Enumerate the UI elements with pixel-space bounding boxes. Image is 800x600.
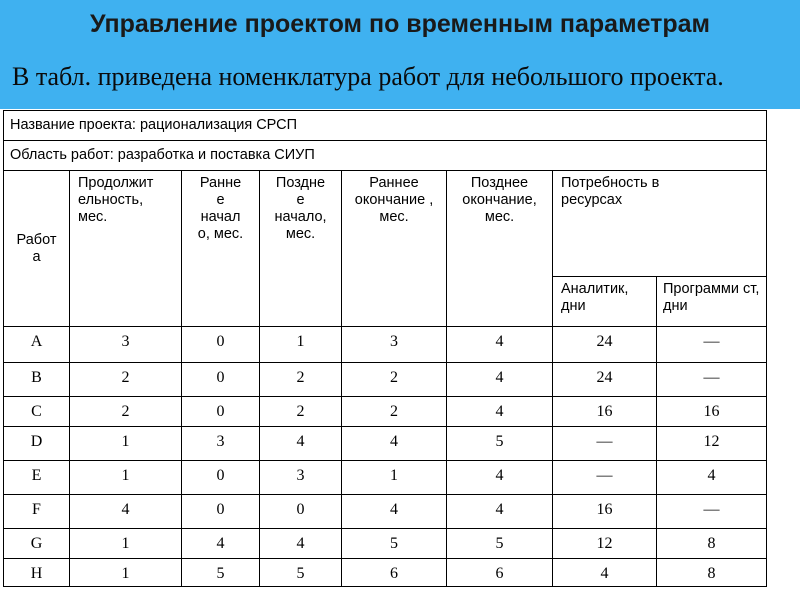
cell-duration [70, 327, 182, 363]
cell-early-finish [342, 397, 447, 427]
scope-cell [4, 141, 767, 171]
cell-early-finish [342, 495, 447, 529]
cell-early-finish [342, 327, 447, 363]
cell-early-start [182, 327, 260, 363]
header-late-start: Поздне е начало, мес. [274, 175, 327, 242]
cell-late-start [260, 495, 342, 529]
cell-programmer [657, 397, 767, 427]
early-start-value: 3 [216, 433, 225, 450]
header-late-finish: Позднее окончание, мес. [462, 175, 537, 225]
cell-late-finish [447, 495, 553, 529]
analyst-value: 12 [596, 535, 613, 552]
early-finish-value: 1 [390, 467, 398, 484]
header-duration: Продолжит ельность, мес. [78, 175, 154, 225]
cell-late-start [260, 327, 342, 363]
programmer-value: — [703, 369, 720, 386]
cell-analyst [553, 529, 657, 559]
cell-programmer [657, 559, 767, 587]
late-finish-value: 4 [495, 501, 504, 518]
cell-work [4, 427, 70, 461]
early-start-value: 0 [216, 333, 225, 350]
duration-value: 2 [121, 403, 130, 420]
early-finish-value: 2 [390, 369, 398, 386]
table-row [4, 529, 767, 559]
cell-early-start [182, 397, 260, 427]
cell-early-finish [342, 529, 447, 559]
cell-early-start [182, 461, 260, 495]
cell-analyst [553, 327, 657, 363]
table-row [4, 427, 767, 461]
cell-programmer [657, 327, 767, 363]
cell-analyst [553, 495, 657, 529]
work-value: A [30, 333, 43, 350]
work-value: F [32, 501, 41, 518]
cell-late-start [260, 461, 342, 495]
late-finish-value: 5 [495, 535, 504, 552]
header-early-start: Ранне е начал о, мес. [197, 175, 244, 242]
header-work-cell [4, 171, 70, 327]
analyst-value: — [596, 467, 613, 484]
early-finish-value: 2 [390, 403, 398, 420]
header-analyst: Аналитик, дни [561, 281, 629, 314]
cell-programmer [657, 363, 767, 397]
cell-late-finish [447, 363, 553, 397]
late-start-value: 2 [296, 369, 305, 386]
duration-value: 1 [121, 565, 130, 582]
work-value: E [31, 467, 42, 484]
cell-late-finish [447, 327, 553, 363]
cell-duration [70, 427, 182, 461]
late-start-value: 1 [296, 333, 305, 350]
cell-late-finish [447, 461, 553, 495]
early-finish-value: 4 [390, 433, 398, 450]
programmer-value: 8 [707, 565, 716, 582]
analyst-value: 16 [596, 501, 613, 518]
cell-early-start [182, 495, 260, 529]
duration-value: 2 [121, 369, 130, 386]
header-early-finish: Раннее окончание , мес. [354, 175, 434, 225]
early-start-value: 0 [216, 403, 225, 420]
cell-work [4, 327, 70, 363]
duration-value: 3 [121, 333, 130, 350]
cell-late-finish [447, 529, 553, 559]
programmer-value: 8 [707, 535, 716, 552]
early-start-value: 0 [216, 501, 225, 518]
cell-early-finish [342, 427, 447, 461]
cell-early-start [182, 529, 260, 559]
early-finish-value: 4 [390, 501, 398, 518]
late-start-value: 0 [296, 501, 305, 518]
table-row [4, 495, 767, 529]
late-start-value: 4 [296, 535, 305, 552]
cell-work [4, 495, 70, 529]
cell-programmer [657, 529, 767, 559]
programmer-value: 16 [703, 403, 720, 420]
work-value: G [30, 535, 43, 552]
table-row [4, 327, 767, 363]
header-work: Работ а [16, 231, 57, 265]
late-finish-value: 4 [495, 369, 504, 386]
cell-duration [70, 495, 182, 529]
work-value: D [30, 433, 43, 450]
header-duration-cell [70, 171, 182, 327]
project-name-cell [4, 111, 767, 141]
slide-subtitle: В табл. приведена номенклатура работ для небольшого проекта. [12, 62, 724, 91]
duration-value: 1 [121, 535, 130, 552]
cell-late-start [260, 363, 342, 397]
cell-duration [70, 397, 182, 427]
header-programmer-cell [657, 277, 767, 327]
cell-late-start [260, 427, 342, 461]
cell-duration [70, 461, 182, 495]
header-late-start-cell [260, 171, 342, 327]
duration-value: 1 [121, 433, 130, 450]
duration-value: 1 [121, 467, 130, 484]
cell-analyst [553, 363, 657, 397]
cell-analyst [553, 397, 657, 427]
analyst-value: 16 [596, 403, 613, 420]
late-start-value: 5 [296, 565, 305, 582]
cell-programmer [657, 495, 767, 529]
programmer-value: — [703, 501, 720, 518]
project-name: Название проекта: рационализация СРСП [10, 117, 298, 133]
slide-title: Управление проектом по временным параметрам [89, 10, 711, 38]
cell-early-start [182, 363, 260, 397]
cell-late-finish [447, 427, 553, 461]
header-resources: Потребность в ресурсах [561, 175, 660, 208]
table-row [4, 363, 767, 397]
analyst-value: 4 [600, 565, 609, 582]
cell-early-finish [342, 363, 447, 397]
header-resources-cell [553, 171, 767, 277]
header-early-start-cell [182, 171, 260, 327]
cell-late-finish [447, 397, 553, 427]
cell-early-start [182, 559, 260, 587]
cell-late-start [260, 559, 342, 587]
cell-work [4, 529, 70, 559]
cell-late-start [260, 529, 342, 559]
analyst-value: 24 [596, 369, 613, 386]
cell-work [4, 397, 70, 427]
programmer-value: — [703, 333, 720, 350]
analyst-value: — [596, 433, 613, 450]
cell-late-finish [447, 559, 553, 587]
early-finish-value: 5 [390, 535, 398, 552]
early-start-value: 4 [216, 535, 225, 552]
table-row [4, 397, 767, 427]
cell-duration [70, 529, 182, 559]
cell-duration [70, 363, 182, 397]
table-row [4, 461, 767, 495]
programmer-value: 4 [707, 467, 716, 484]
cell-programmer [657, 461, 767, 495]
cell-programmer [657, 427, 767, 461]
cell-analyst [553, 461, 657, 495]
work-value: B [31, 369, 42, 386]
cell-work [4, 461, 70, 495]
early-start-value: 5 [216, 565, 225, 582]
header-analyst-cell [553, 277, 657, 327]
cell-analyst [553, 427, 657, 461]
duration-value: 4 [121, 501, 130, 518]
late-finish-value: 4 [495, 403, 504, 420]
late-start-value: 3 [296, 467, 305, 484]
analyst-value: 24 [596, 333, 613, 350]
cell-duration [70, 559, 182, 587]
work-value: H [30, 565, 43, 582]
header-late-finish-cell [447, 171, 553, 327]
early-finish-value: 3 [390, 333, 398, 350]
cell-work [4, 559, 70, 587]
header-early-finish-cell [342, 171, 447, 327]
project-scope: Область работ: разработка и поставка СИУП [10, 147, 315, 163]
cell-analyst [553, 559, 657, 587]
late-start-value: 4 [296, 433, 305, 450]
cell-early-start [182, 427, 260, 461]
late-finish-value: 6 [495, 565, 504, 582]
cell-early-finish [342, 559, 447, 587]
early-start-value: 0 [216, 467, 225, 484]
table-row [4, 559, 767, 587]
cell-early-finish [342, 461, 447, 495]
programmer-value: 12 [703, 433, 720, 450]
early-start-value: 0 [216, 369, 225, 386]
early-finish-value: 6 [390, 565, 398, 582]
late-finish-value: 4 [495, 333, 504, 350]
header-programmer: Программи ст, дни [663, 281, 760, 314]
late-finish-value: 5 [495, 433, 504, 450]
work-value: C [31, 403, 42, 420]
works-table [3, 110, 767, 587]
late-finish-value: 4 [495, 467, 504, 484]
cell-late-start [260, 397, 342, 427]
late-start-value: 2 [296, 403, 305, 420]
cell-work [4, 363, 70, 397]
